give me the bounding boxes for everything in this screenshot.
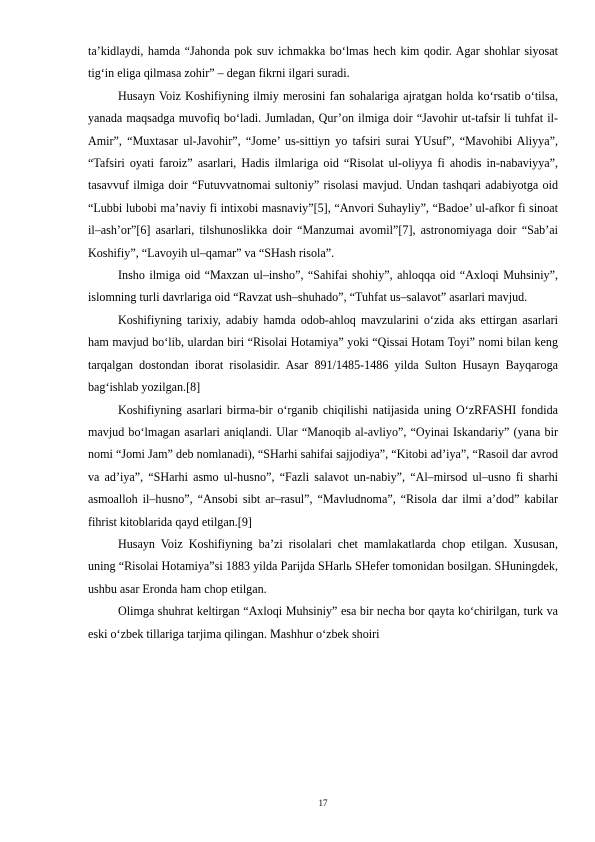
paragraph: Olimga shuhrat keltirgan “Axloqi Muhsiniy” esa bir necha bor qayta ko‘chirilgan, turk va eski o‘zbek tillariga tarjima qilingan. Mashhur o‘zbek shoiri <box>88 604 558 641</box>
paragraph: ta’kidlaydi, hamda “Jahonda pok suv ichmakka bo‘lmas hech kim qodir. Agar shohlar siyosat tig‘in eliga qilmasa zohir” – degan fikrni ilgari suradi. <box>88 44 558 81</box>
paragraph: Husayn Voiz Koshifiyning ilmiy merosini fan sohalariga ajratgan holda ko‘rsatib o‘tilsa, yanada maqsadga muvofiq bo‘ladi. Jumladan, Qur’on ilmiga doir “Javohir ut-tafsir li tuhfat il-Amir”, “Muxtasar ul-Javohir”, “Jome’ us-sittiyn yo tafsiri surai YUsuf”, “Mavohibi Aliyya”, “Tafsiri oyati faroiz” asarlari, Hadis ilmlariga oid “Risolat ul-oliyya fi ahodis in-nabaviyya”, tasavvuf ilmiga doir “Futuvvatnomai sultoniy” risolasi mavjud. Undan tashqari adabiyotga oid “Lubbi lubobi ma’naviy fi intixobi masnaviy”[5], “Anvori Suhayliy”, “Badoe’ ul-afkor fi sinoat il–ash’or”[6] asarlari, tilshunoslikka doir “Manzumai avomil”[7], astronomiyaga doir “Sab’ai Koshifiy”, “Lavoyih ul–qamar” va “SHash risola”. <box>88 88 558 260</box>
document-page <box>88 40 558 645</box>
paragraph: Koshifiyning tarixiy, adabiy hamda odob-ahloq mavzularini o‘zida aks ettirgan asarlari ham mavjud bo‘lib, ulardan biri “Risolai Hotamiya” yoki “Qissai Hotam Toyi” nomi bilan keng tarqalgan dostondan iborat risolasidir. Asar 891/1485-1486 yilda Sulton Husayn Bayqaroga bag‘ishlab yozilgan.[8] <box>88 312 558 395</box>
page-number: 17 <box>318 798 328 808</box>
paragraph: Husayn Voiz Koshifiyning ba’zi risolalari chet mamlakatlarda chop etilgan. Xususan, uning “Risolai Hotamiya”si 1883 yilda Parijda SHarlь SHefer tomonidan bosilgan. SHuningdek, ushbu asar Eronda ham chop etilgan. <box>88 536 558 596</box>
paragraph: Insho ilmiga oid “Maxzan ul–insho”, “Sahifai shohiy”, ahloqqa oid “Axloqi Muhsiniy”, islomning turli davrlariga oid “Ravzat ush–shuhado”, “Tuhfat us–salavot” asarlari mavjud. <box>88 268 558 305</box>
paragraph: Koshifiyning asarlari birma-bir o‘rganib chiqilishi natijasida uning O‘zRFASHI fondida mavjud bo‘lmagan asarlari aniqlandi. Ular “Manoqib al-avliyo”, “Oyinai Iskandariy” (yana bir nomi “Jomi Jam” deb nomlanadi), “SHarhi sahifai sajjodiya”, “Kitobi ad’iya”, “Rasoil dar avrod va ad’iya”, “SHarhi asmo ul-husno”, “Fazli salavot un-nabiy”, “Al–mirsod ul–usno fi sharhi asmoalloh il–husno”, “Ansobi sibt ar–rasul”, “Mavludnoma”, “Risola dar ilmi a’dod” kabilar fihrist kitoblarida qayd etilgan.[9] <box>88 402 558 529</box>
